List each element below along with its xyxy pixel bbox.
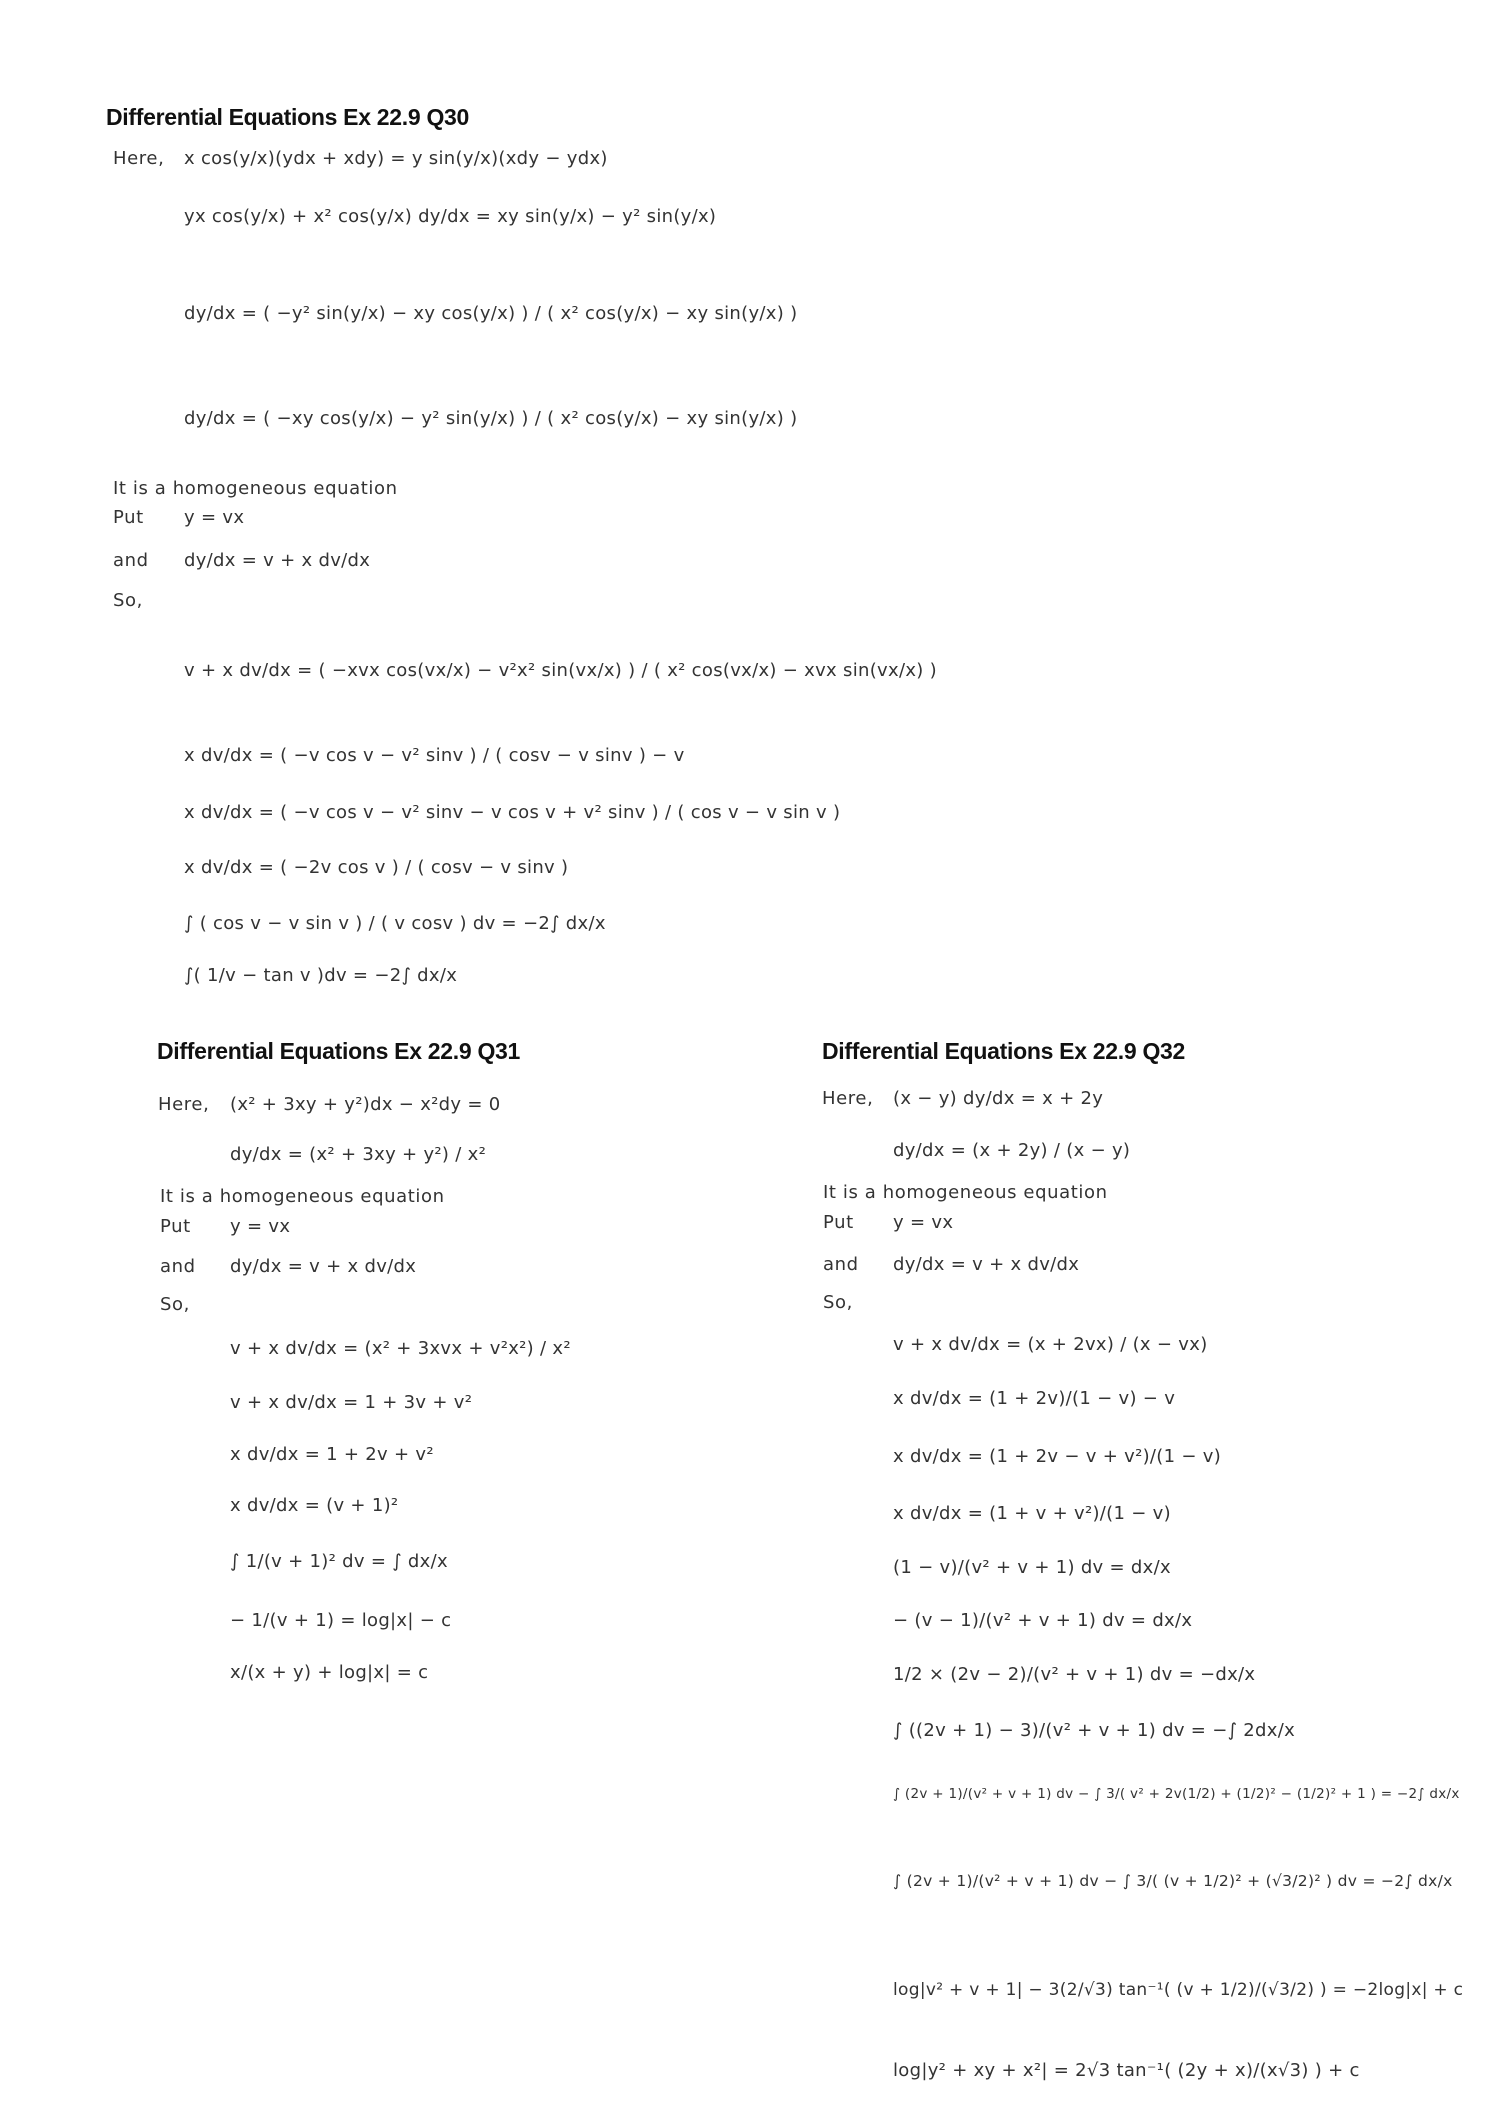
q30-put-label: Put xyxy=(113,507,144,528)
q30-eq-10: ∫( 1/v − tan v )dv = −2∫ dx/x xyxy=(184,965,458,986)
q32-so-label: So, xyxy=(823,1292,853,1313)
q32-eq-12: ∫ (2v + 1)/(v² + v + 1) dv − ∫ 3/( (v + 1/2)² + (√3/2)² ) dv = −2∫ dx/x xyxy=(893,1872,1453,1890)
q30-eq-5: v + x dv/dx = ( −xvx cos(vx/x) − v²x² sin(vx/x) ) / ( x² cos(vx/x) − xvx sin(vx/x) ) xyxy=(184,660,937,681)
q31-homogeneous-text: It is a homogeneous equation xyxy=(160,1186,445,1207)
q30-eq-and: dy/dx = v + x dv/dx xyxy=(184,550,371,571)
q32-and-label: and xyxy=(823,1254,859,1275)
q30-eq-1: x cos(y/x)(ydx + xdy) = y sin(y/x)(xdy − ydx) xyxy=(184,148,608,169)
q32-heading: Differential Equations Ex 22.9 Q32 xyxy=(822,1038,1186,1064)
q32-eq-1: (x − y) dy/dx = x + 2y xyxy=(893,1088,1104,1109)
q31-eq-8: − 1/(v + 1) = log|x| − c xyxy=(230,1610,452,1631)
q31-eq-2: dy/dx = (x² + 3xy + y²) / x² xyxy=(230,1144,487,1165)
q30-so-label: So, xyxy=(113,590,143,611)
q32-eq-6: x dv/dx = (1 + v + v²)/(1 − v) xyxy=(893,1503,1171,1524)
q32-put-label: Put xyxy=(823,1212,854,1233)
q31-here-label: Here, xyxy=(158,1094,210,1115)
q31-eq-1: (x² + 3xy + y²)dx − x²dy = 0 xyxy=(230,1094,501,1115)
q32-eq-2: dy/dx = (x + 2y) / (x − y) xyxy=(893,1140,1131,1161)
q30-eq-4: dy/dx = ( −xy cos(y/x) − y² sin(y/x) ) / ( x² cos(y/x) − xy sin(y/x) ) xyxy=(184,408,798,429)
q30-heading: Differential Equations Ex 22.9 Q30 xyxy=(106,104,470,130)
q30-homogeneous-text: It is a homogeneous equation xyxy=(113,478,398,499)
q32-eq-10: ∫ ((2v + 1) − 3)/(v² + v + 1) dv = −∫ 2dx/x xyxy=(893,1720,1296,1741)
q30-eq-2: yx cos(y/x) + x² cos(y/x) dy/dx = xy sin(y/x) − y² sin(y/x) xyxy=(184,206,717,227)
q31-eq-6: x dv/dx = (v + 1)² xyxy=(230,1495,399,1516)
q32-eq-9: 1/2 × (2v − 2)/(v² + v + 1) dv = −dx/x xyxy=(893,1664,1256,1685)
q32-eq-put: y = vx xyxy=(893,1212,954,1233)
q32-eq-13: log|v² + v + 1| − 3(2/√3) tan⁻¹( (v + 1/2)/(√3/2) ) = −2log|x| + c xyxy=(893,1980,1464,2000)
q30-eq-6: x dv/dx = ( −v cos v − v² sinv ) / ( cosv − v sinv ) − v xyxy=(184,745,685,766)
q31-eq-put: y = vx xyxy=(230,1216,291,1237)
q31-so-label: So, xyxy=(160,1294,190,1315)
q30-eq-3: dy/dx = ( −y² sin(y/x) − xy cos(y/x) ) / ( x² cos(y/x) − xy sin(y/x) ) xyxy=(184,303,798,324)
q30-eq-8: x dv/dx = ( −2v cos v ) / ( cosv − v sinv ) xyxy=(184,857,569,878)
q31-eq-4: v + x dv/dx = 1 + 3v + v² xyxy=(230,1392,473,1413)
q32-eq-3: v + x dv/dx = (x + 2vx) / (x − vx) xyxy=(893,1334,1208,1355)
q30-eq-put: y = vx xyxy=(184,507,245,528)
q32-eq-and: dy/dx = v + x dv/dx xyxy=(893,1254,1080,1275)
q32-eq-11: ∫ (2v + 1)/(v² + v + 1) dv − ∫ 3/( v² + 2v(1/2) + (1/2)² − (1/2)² + 1 ) = −2∫ dx/x xyxy=(893,1786,1460,1802)
q32-eq-14: log|y² + xy + x²| = 2√3 tan⁻¹( (2y + x)/(x√3) ) + c xyxy=(893,2060,1360,2081)
q31-eq-3: v + x dv/dx = (x² + 3xvx + v²x²) / x² xyxy=(230,1338,571,1359)
q31-eq-7: ∫ 1/(v + 1)² dv = ∫ dx/x xyxy=(230,1551,448,1572)
q32-homogeneous-text: It is a homogeneous equation xyxy=(823,1182,1108,1203)
q31-eq-and: dy/dx = v + x dv/dx xyxy=(230,1256,417,1277)
q30-here-label: Here, xyxy=(113,148,165,169)
q32-eq-8: − (v − 1)/(v² + v + 1) dv = dx/x xyxy=(893,1610,1193,1631)
q31-eq-5: x dv/dx = 1 + 2v + v² xyxy=(230,1444,434,1465)
q32-eq-5: x dv/dx = (1 + 2v − v + v²)/(1 − v) xyxy=(893,1446,1222,1467)
q30-eq-9: ∫ ( cos v − v sin v ) / ( v cosv ) dv = −2∫ dx/x xyxy=(184,913,606,934)
q31-eq-9: x/(x + y) + log|x| = c xyxy=(230,1662,429,1683)
q32-eq-4: x dv/dx = (1 + 2v)/(1 − v) − v xyxy=(893,1388,1176,1409)
q30-and-label: and xyxy=(113,550,149,571)
q32-eq-7: (1 − v)/(v² + v + 1) dv = dx/x xyxy=(893,1557,1171,1578)
q31-and-label: and xyxy=(160,1256,196,1277)
q30-eq-7: x dv/dx = ( −v cos v − v² sinv − v cos v + v² sinv ) / ( cos v − v sin v ) xyxy=(184,802,841,823)
q31-heading: Differential Equations Ex 22.9 Q31 xyxy=(157,1038,521,1064)
q31-put-label: Put xyxy=(160,1216,191,1237)
q32-here-label: Here, xyxy=(822,1088,874,1109)
